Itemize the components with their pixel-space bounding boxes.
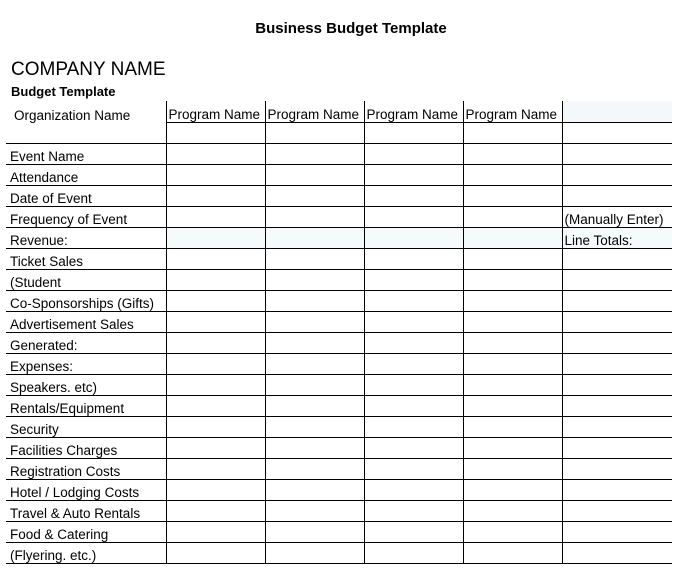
line-total-cell[interactable] xyxy=(562,123,672,144)
row-label: Food & Catering xyxy=(6,522,166,543)
program-value-cell[interactable] xyxy=(364,312,463,333)
program-value-cell[interactable] xyxy=(166,144,265,165)
program-value-cell[interactable] xyxy=(364,333,463,354)
row-label: Ticket Sales xyxy=(6,249,166,270)
program-value-cell[interactable] xyxy=(364,186,463,207)
program-value-cell[interactable] xyxy=(463,228,562,249)
program-value-cell[interactable] xyxy=(364,228,463,249)
program-value-cell[interactable] xyxy=(463,417,562,438)
company-name: COMPANY NAME xyxy=(11,59,166,80)
budget-table xyxy=(6,101,672,564)
line-total-cell[interactable] xyxy=(562,333,672,354)
program-value-cell[interactable] xyxy=(265,543,364,564)
table-row xyxy=(6,459,672,480)
program-value-cell[interactable] xyxy=(265,186,364,207)
program-value-cell[interactable] xyxy=(265,480,364,501)
table-row xyxy=(6,375,672,396)
program-value-cell[interactable] xyxy=(265,375,364,396)
program-value-cell[interactable] xyxy=(463,312,562,333)
row-label: Advertisement Sales xyxy=(6,312,166,333)
table-row xyxy=(6,312,672,333)
program-value-cell[interactable] xyxy=(364,249,463,270)
row-label: Co-Sponsorships (Gifts) xyxy=(6,291,166,312)
program-value-cell[interactable] xyxy=(166,291,265,312)
line-total-cell[interactable] xyxy=(562,270,672,291)
program-value-cell[interactable] xyxy=(166,480,265,501)
program-value-cell[interactable] xyxy=(166,165,265,186)
line-total-cell[interactable] xyxy=(562,459,672,480)
program-value-cell[interactable] xyxy=(463,270,562,291)
program-value-cell[interactable] xyxy=(463,438,562,459)
program-value-cell[interactable] xyxy=(166,186,265,207)
program-value-cell[interactable] xyxy=(463,123,562,144)
budget-subtitle: Budget Template xyxy=(11,84,116,99)
program-value-cell[interactable] xyxy=(364,270,463,291)
row-label: Attendance xyxy=(6,165,166,186)
program-value-cell[interactable] xyxy=(166,123,265,144)
row-label: Date of Event xyxy=(6,186,166,207)
program-value-cell[interactable] xyxy=(265,228,364,249)
program-value-cell[interactable] xyxy=(463,480,562,501)
program-value-cell[interactable] xyxy=(265,291,364,312)
line-total-cell[interactable] xyxy=(562,312,672,333)
line-total-cell[interactable]: (Manually Enter) xyxy=(562,207,672,228)
program-value-cell[interactable] xyxy=(265,207,364,228)
table-row xyxy=(6,522,672,543)
program-value-cell[interactable] xyxy=(265,438,364,459)
table-row xyxy=(6,438,672,459)
program-value-cell[interactable] xyxy=(265,522,364,543)
program-value-cell[interactable] xyxy=(463,354,562,375)
row-label: (Flyering. etc.) xyxy=(6,543,166,564)
line-total-cell[interactable] xyxy=(562,291,672,312)
program-value-cell[interactable] xyxy=(166,396,265,417)
line-total-cell[interactable] xyxy=(562,501,672,522)
program-value-cell[interactable] xyxy=(364,354,463,375)
program-value-cell[interactable] xyxy=(463,165,562,186)
line-total-cell[interactable] xyxy=(562,375,672,396)
row-label: Frequency of Event xyxy=(6,207,166,228)
program-value-cell[interactable] xyxy=(166,522,265,543)
program-value-cell[interactable] xyxy=(364,144,463,165)
table-row xyxy=(6,333,672,354)
program-value-cell[interactable] xyxy=(463,186,562,207)
row-label: Rentals/Equipment xyxy=(6,396,166,417)
row-label: Revenue: xyxy=(6,228,166,249)
program-value-cell[interactable] xyxy=(463,333,562,354)
table-row xyxy=(6,144,672,165)
program-value-cell[interactable] xyxy=(364,543,463,564)
line-total-cell[interactable] xyxy=(562,417,672,438)
program-value-cell[interactable] xyxy=(166,249,265,270)
program-value-cell[interactable] xyxy=(463,291,562,312)
program-value-cell[interactable] xyxy=(463,144,562,165)
program-value-cell[interactable] xyxy=(463,459,562,480)
table-row xyxy=(6,270,672,291)
row-label: Event Name xyxy=(6,144,166,165)
program-value-cell[interactable] xyxy=(364,438,463,459)
program-value-cell[interactable] xyxy=(265,459,364,480)
table-row xyxy=(6,228,672,249)
program-value-cell[interactable] xyxy=(265,144,364,165)
table-header-row xyxy=(6,101,672,123)
program-value-cell[interactable] xyxy=(463,396,562,417)
line-total-cell[interactable] xyxy=(562,354,672,375)
table-row xyxy=(6,396,672,417)
program-value-cell[interactable] xyxy=(166,375,265,396)
program-value-cell[interactable] xyxy=(166,312,265,333)
line-total-cell[interactable]: Line Totals: xyxy=(562,228,672,249)
program-value-cell[interactable] xyxy=(166,333,265,354)
row-label: Facilities Charges xyxy=(6,438,166,459)
program-value-cell[interactable] xyxy=(166,207,265,228)
program-name-header: Program Name xyxy=(463,101,562,123)
program-value-cell[interactable] xyxy=(265,249,364,270)
totals-header xyxy=(562,101,672,123)
program-value-cell[interactable] xyxy=(265,417,364,438)
line-total-cell[interactable] xyxy=(562,522,672,543)
row-label xyxy=(6,123,166,144)
line-total-cell[interactable] xyxy=(562,165,672,186)
program-value-cell[interactable] xyxy=(265,501,364,522)
program-value-cell[interactable] xyxy=(463,249,562,270)
row-label: Expenses: xyxy=(6,354,166,375)
program-value-cell[interactable] xyxy=(166,543,265,564)
row-label: (Student xyxy=(6,270,166,291)
table-row xyxy=(6,207,672,228)
program-value-cell[interactable] xyxy=(364,480,463,501)
program-value-cell[interactable] xyxy=(364,165,463,186)
document-title: Business Budget Template xyxy=(255,20,447,37)
program-value-cell[interactable] xyxy=(265,312,364,333)
line-total-cell[interactable] xyxy=(562,438,672,459)
line-total-cell[interactable] xyxy=(562,144,672,165)
program-value-cell[interactable] xyxy=(265,333,364,354)
program-value-cell[interactable] xyxy=(364,375,463,396)
program-value-cell[interactable] xyxy=(166,459,265,480)
table-row xyxy=(6,501,672,522)
program-value-cell[interactable] xyxy=(463,375,562,396)
program-value-cell[interactable] xyxy=(463,543,562,564)
line-total-cell[interactable] xyxy=(562,480,672,501)
program-name-header: Program Name xyxy=(166,101,265,123)
table-row xyxy=(6,186,672,207)
row-label: Hotel / Lodging Costs xyxy=(6,480,166,501)
line-total-cell[interactable] xyxy=(562,249,672,270)
program-value-cell[interactable] xyxy=(463,522,562,543)
program-value-cell[interactable] xyxy=(166,354,265,375)
program-value-cell[interactable] xyxy=(364,123,463,144)
table-row xyxy=(6,417,672,438)
row-label: Security xyxy=(6,417,166,438)
program-value-cell[interactable] xyxy=(364,207,463,228)
program-value-cell[interactable] xyxy=(364,291,463,312)
row-label: Travel & Auto Rentals xyxy=(6,501,166,522)
line-total-cell[interactable] xyxy=(562,186,672,207)
organization-name-header: Organization Name xyxy=(14,107,131,123)
row-label: Speakers. etc) xyxy=(6,375,166,396)
program-value-cell[interactable] xyxy=(265,270,364,291)
program-name-header: Program Name xyxy=(364,101,463,123)
program-value-cell[interactable] xyxy=(265,396,364,417)
program-value-cell[interactable] xyxy=(265,165,364,186)
line-total-cell[interactable] xyxy=(562,543,672,564)
program-value-cell[interactable] xyxy=(265,354,364,375)
program-value-cell[interactable] xyxy=(265,123,364,144)
program-value-cell[interactable] xyxy=(166,228,265,249)
program-value-cell[interactable] xyxy=(166,501,265,522)
table-row xyxy=(6,543,672,564)
program-value-cell[interactable] xyxy=(166,438,265,459)
table-row xyxy=(6,480,672,501)
program-value-cell[interactable] xyxy=(364,417,463,438)
table-row xyxy=(6,291,672,312)
program-value-cell[interactable] xyxy=(364,522,463,543)
line-total-cell[interactable] xyxy=(562,396,672,417)
table-row xyxy=(6,354,672,375)
table-row xyxy=(6,249,672,270)
program-value-cell[interactable] xyxy=(364,501,463,522)
program-value-cell[interactable] xyxy=(364,459,463,480)
row-label: Registration Costs xyxy=(6,459,166,480)
program-value-cell[interactable] xyxy=(166,270,265,291)
program-value-cell[interactable] xyxy=(364,396,463,417)
table-row xyxy=(6,165,672,186)
program-name-header: Program Name xyxy=(265,101,364,123)
row-label: Generated: xyxy=(6,333,166,354)
program-value-cell[interactable] xyxy=(463,207,562,228)
table-row xyxy=(6,123,672,144)
program-value-cell[interactable] xyxy=(463,501,562,522)
program-value-cell[interactable] xyxy=(166,417,265,438)
